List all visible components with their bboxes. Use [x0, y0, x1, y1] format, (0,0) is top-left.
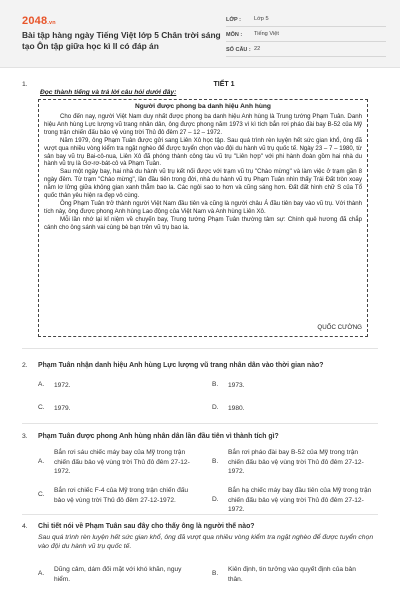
answer-option-3c[interactable]: C. Bắn rơi chiếc F-4 của Mỹ trong trận chiến đấu bảo vệ vùng trời Thủ đô đêm 27-12-1972.	[38, 487, 189, 504]
section-heading: TIẾT 1	[213, 81, 235, 88]
passage-title: Người được phong ba danh hiệu Anh hùng	[135, 103, 271, 110]
answer-option-2b[interactable]: B. 1973.	[212, 381, 245, 389]
reading-passage	[38, 99, 368, 337]
divider	[22, 423, 378, 424]
question-number-3: 3.	[22, 433, 28, 440]
question-text-2: Phạm Tuân nhận danh hiệu Anh hùng Lực lượng vũ trang nhân dân vào thời gian nào?	[38, 362, 324, 369]
answer-option-4a[interactable]: A. Dũng cảm, dám đối mặt với khó khăn, nguy hiểm.	[38, 566, 182, 583]
passage-author: QUỐC CƯỜNG	[317, 323, 362, 331]
passage-paragraph: Mỗi lần nhớ lại kỉ niệm về chuyến bay, Trung tướng Phạm Tuân thường tâm sự: Chính quê hương đã chắp cánh cho ông sánh vai cùng bè bạn trên vũ trụ bao la.	[44, 215, 362, 231]
question-instruction: Đọc thành tiếng và trả lời câu hỏi dưới đây:	[40, 89, 177, 96]
passage-paragraph: Cho đến nay, người Việt Nam duy nhất được phong ba danh hiệu Anh hùng là Trung tướng Phạm Tuân. Danh hiệu Anh hùng Lực lượng vũ trang nhân dân, ông được phong năm 1973 vì kì tích bắn rơi pháo đài bay B-52 của Mỹ trong trận chiến đấu bảo vệ vùng trời Thủ đô đêm 27 – 12 – 1972.	[44, 112, 362, 136]
answer-option-2d[interactable]: D. 1980.	[212, 404, 245, 412]
answer-option-3b[interactable]: B. Bắn rơi pháo đài bay B-52 của Mỹ trong trận chiến đấu bảo vệ vùng trời Thủ đô đêm 27-12-1972.	[212, 449, 364, 476]
answer-option-4b[interactable]: B. Kiên định, tin tưởng vào quyết định của bản thân.	[212, 566, 356, 583]
passage-paragraph: Ông Phạm Tuân trở thành người Việt Nam đầu tiên và cũng là người châu Á đầu tiên bay vào vũ trụ. Với thành tích này, ông được phong Anh hùng Lao động của Việt Nam và Anh hùng Liên Xô.	[44, 200, 362, 215]
question-number-1: 1.	[22, 81, 28, 88]
header	[0, 0, 400, 68]
answer-option-3d[interactable]: D. Bắn hạ chiếc máy bay đầu tiên của Mỹ trong trận chiến đấu bảo vệ vùng trời Thủ đô đêm 27-12-1972.	[212, 487, 372, 514]
meta-grade: LỚP : Lớp 5	[226, 12, 386, 27]
question-text-3: Phạm Tuân được phong Anh hùng nhân dân lần đầu tiên vì thành tích gì?	[38, 433, 279, 440]
question-number-2: 2.	[22, 362, 28, 369]
document-meta	[226, 12, 386, 57]
meta-question-count: SỐ CÂU : 22	[226, 42, 386, 57]
answer-option-2a[interactable]: A. 1972.	[38, 381, 71, 389]
question-quote-4: Sau quá trình rèn luyện hết sức gian khổ, ông đã vượt qua nhiều vòng kiểm tra ngặt nghèo để được tuyển chọn vào đội du hành vũ trụ quốc tế.	[38, 534, 374, 551]
meta-subject: MÔN : Tiếng Việt	[226, 27, 386, 42]
answer-option-3a[interactable]: A. Bắn rơi sáu chiếc máy bay của Mỹ trong trận chiến đấu bảo vệ vùng trời Thủ đô đêm 27-12-1972.	[38, 449, 190, 476]
question-text-4: Chi tiết nói về Phạm Tuân sau đây cho thấy ông là người thế nào?	[38, 523, 255, 530]
question-number-4: 4.	[22, 523, 28, 530]
passage-paragraph: Năm 1979, ông Phạm Tuân được gửi sang Liên Xô học tập. Sau quá trình rèn luyện hết sức gian khổ, ông đã vượt qua nhiều vòng kiểm tra ngặt nghèo để được tuyển chọn vào đội du hành vũ trụ quốc tế. Ngày 23 – 7 – 1980, từ sân bay vũ trụ Bai-cô-nua, Liên Xô đã phóng thành công tàu vũ trụ "Liên hợp" với phi hành đoàn gồm hai nhà du hành vũ trụ là Gơ-rơ-bát-cô và Phạm Tuân.	[44, 136, 362, 168]
divider	[22, 348, 378, 349]
answer-option-2c[interactable]: C. 1979.	[38, 404, 71, 412]
divider	[22, 514, 378, 515]
site-logo[interactable]: 2048.vn	[22, 15, 56, 27]
document-title: Bài tập hàng ngày Tiếng Việt lớp 5 Chân trời sáng tạo Ôn tập giữa học kì II có đáp án	[22, 30, 221, 51]
passage-paragraph: Sau một ngày bay, hai nhà du hành vũ trụ kết nối được với trạm vũ trụ "Chào mừng" và làm việc ở trạm gần 8 ngày đêm. Từ trạm "Chào mừng", lần đầu tiên trong đời, nhà du hành vũ trụ Phạm Tuân nhìn thấy Trái Đất tròn xoay nằm lơ lửng giữa không gian xanh thẳm bao la. Các ngôi sao to hơn và cũng sáng hơn. Đất đất hình chữ S của Tổ quốc thân yêu hiện ra đẹp vô cùng.	[44, 168, 362, 200]
